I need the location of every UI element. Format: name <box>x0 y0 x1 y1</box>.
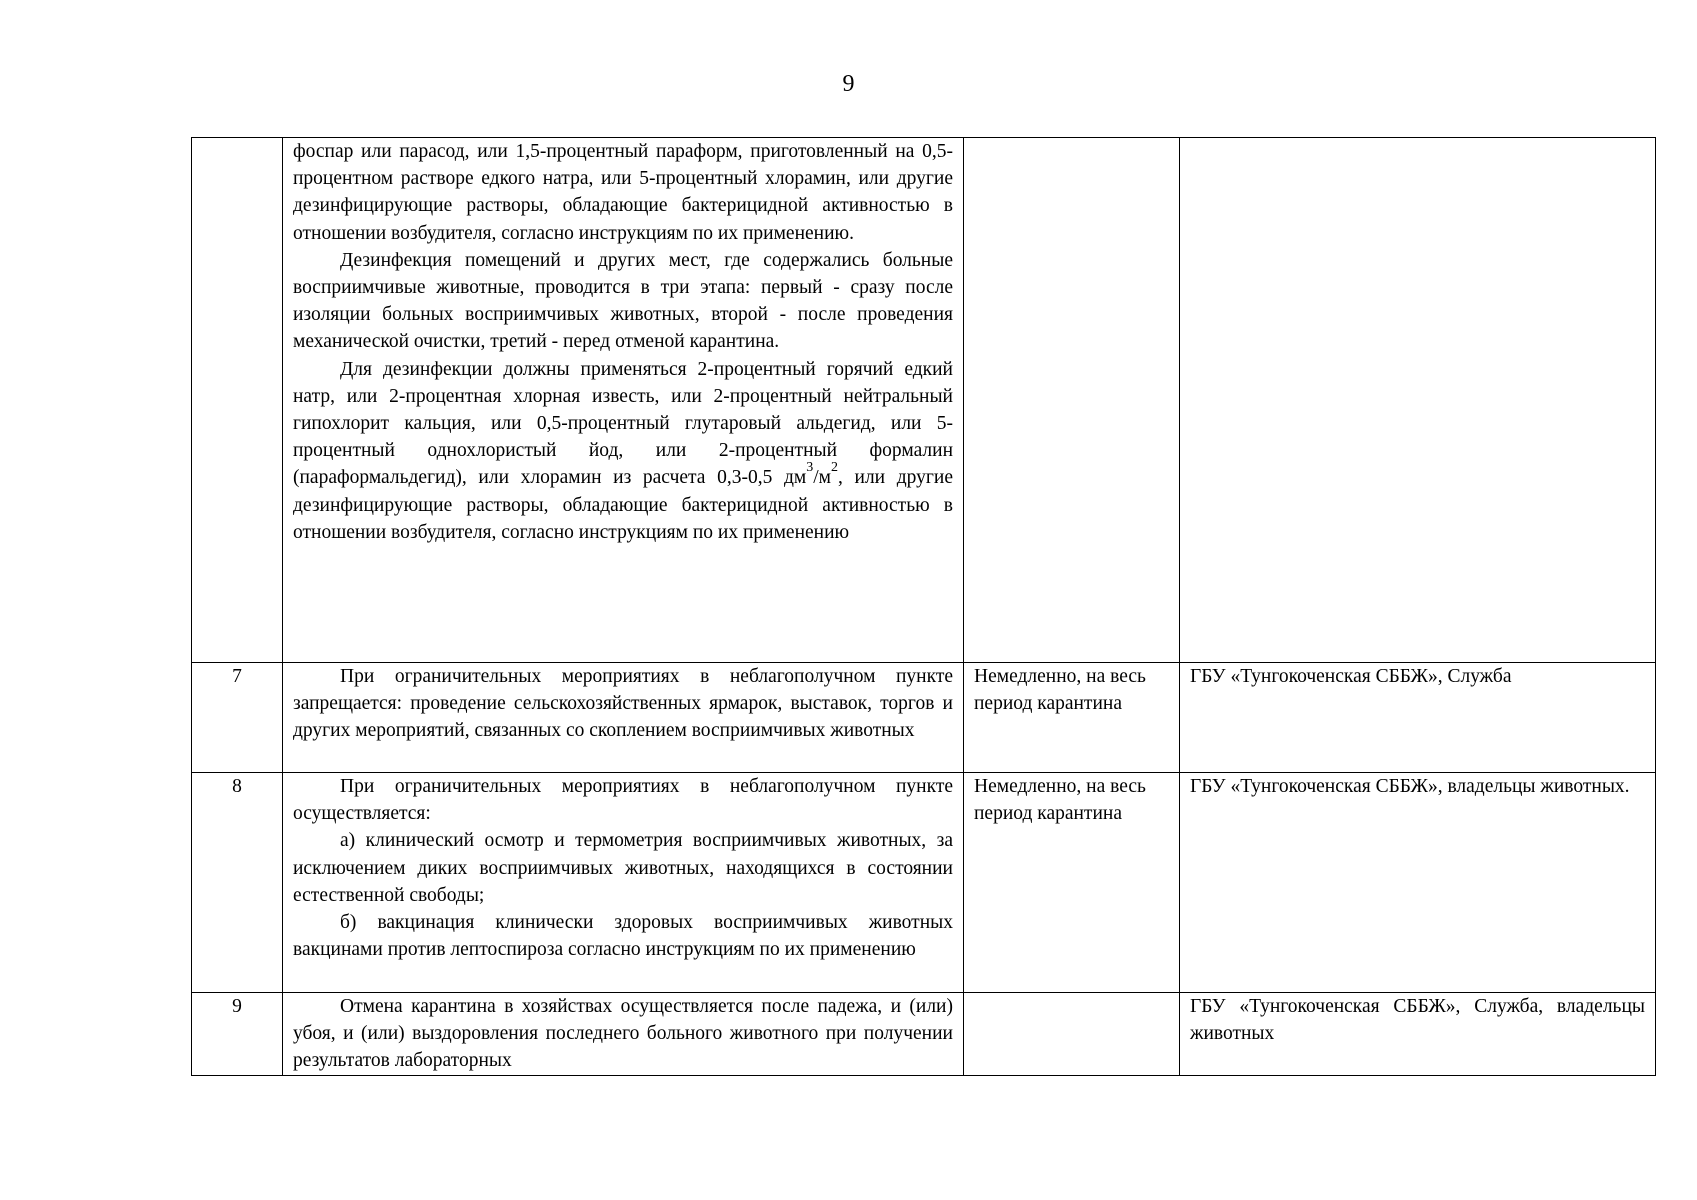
responsible-cell <box>1180 138 1656 663</box>
term-cell <box>964 138 1180 663</box>
measure-paragraph: фоспар или парасод, или 1,5-процентный параформ, приготовленный на 0,5-процентном растворе едкого натра, или 5-процентный хлорамин, или другие дезинфицирующие растворы, обладающие бактерицидной активностью в отношении возбудителя, согласно инструкциям по их применению. <box>293 141 953 244</box>
term-text: Немедленно, на весь период карантина <box>974 776 1146 825</box>
measure-paragraph: Дезинфекция помещений и других мест, где содержались больные восприимчивые животные, проводится в три этапа: первый - сразу после изоляции больных восприимчивых животных, второй - после проведения механической очистки, третий - перед отменой карантина. <box>293 249 953 353</box>
row-number: 8 <box>192 773 283 993</box>
measures-table <box>191 137 1656 1076</box>
page-number: 9 <box>842 71 855 97</box>
measure-paragraph-tail: , или другие дезинфицирующие растворы, обладающие бактерицидной активностью в отношении возбудителя, согласно инструкциям по их применению <box>293 467 953 543</box>
responsible-cell <box>1180 993 1656 1076</box>
superscript-3: 3 <box>806 460 814 476</box>
measure-paragraph: При ограничительных мероприятиях в неблагополучном пункте запрещается: проведение сельскохозяйственных ярмарок, выставок, торгов и других мероприятий, связанных со скоплением восприимчивых животных <box>293 666 953 742</box>
term-cell <box>964 773 1180 993</box>
row-number: 9 <box>192 993 283 1076</box>
table-row <box>192 993 1656 1076</box>
measure-text-cell <box>283 773 964 993</box>
responsible-text: ГБУ «Тунгокоченская СББЖ», владельцы животных. <box>1190 776 1630 797</box>
measure-paragraph <box>293 356 953 546</box>
row-number <box>192 138 283 663</box>
responsible-text: ГБУ «Тунгокоченская СББЖ», Служба <box>1190 666 1512 687</box>
term-cell <box>964 663 1180 773</box>
measure-paragraph-unit: /м <box>813 467 831 489</box>
measure-text-cell <box>283 993 964 1076</box>
measure-paragraph: а) клинический осмотр и термометрия восприимчивых животных, за исключением диких восприимчивых животных, находящихся в состоянии естественной свободы; <box>293 830 953 906</box>
table-row <box>192 138 1656 663</box>
row-number: 7 <box>192 663 283 773</box>
measure-text-cell <box>283 138 964 663</box>
responsible-text: ГБУ «Тунгокоченская СББЖ», Служба, владельцы животных <box>1190 996 1645 1045</box>
measure-paragraph: При ограничительных мероприятиях в неблагополучном пункте осуществляется: <box>293 776 953 825</box>
measure-text-cell <box>283 663 964 773</box>
measure-paragraph: Отмена карантина в хозяйствах осуществляется после падежа, и (или) убоя, и (или) выздоровления последнего больного животного при получении результатов лабораторных <box>293 996 953 1072</box>
responsible-cell <box>1180 663 1656 773</box>
table-row <box>192 663 1656 773</box>
term-text: Немедленно, на весь период карантина <box>974 666 1146 715</box>
measure-paragraph: б) вакцинация клинически здоровых восприимчивых животных вакцинами против лептоспироза согласно инструкциям по их применению <box>293 912 953 961</box>
superscript-2: 2 <box>831 460 838 476</box>
responsible-cell <box>1180 773 1656 993</box>
term-cell <box>964 993 1180 1076</box>
table-row <box>192 773 1656 993</box>
measure-paragraph-head: Для дезинфекции должны применяться 2-процентный горячий едкий натр, или 2-процентная хлорная известь, или 2-процентный нейтральный гипохлорит кальция, или 0,5-процентный глутаровый альдегид, или 5-процентный однохлористый йод, или 2-процентный формалин (параформальдегид), или хлорамин из расчета 0,3-0,5 дм <box>293 358 953 489</box>
